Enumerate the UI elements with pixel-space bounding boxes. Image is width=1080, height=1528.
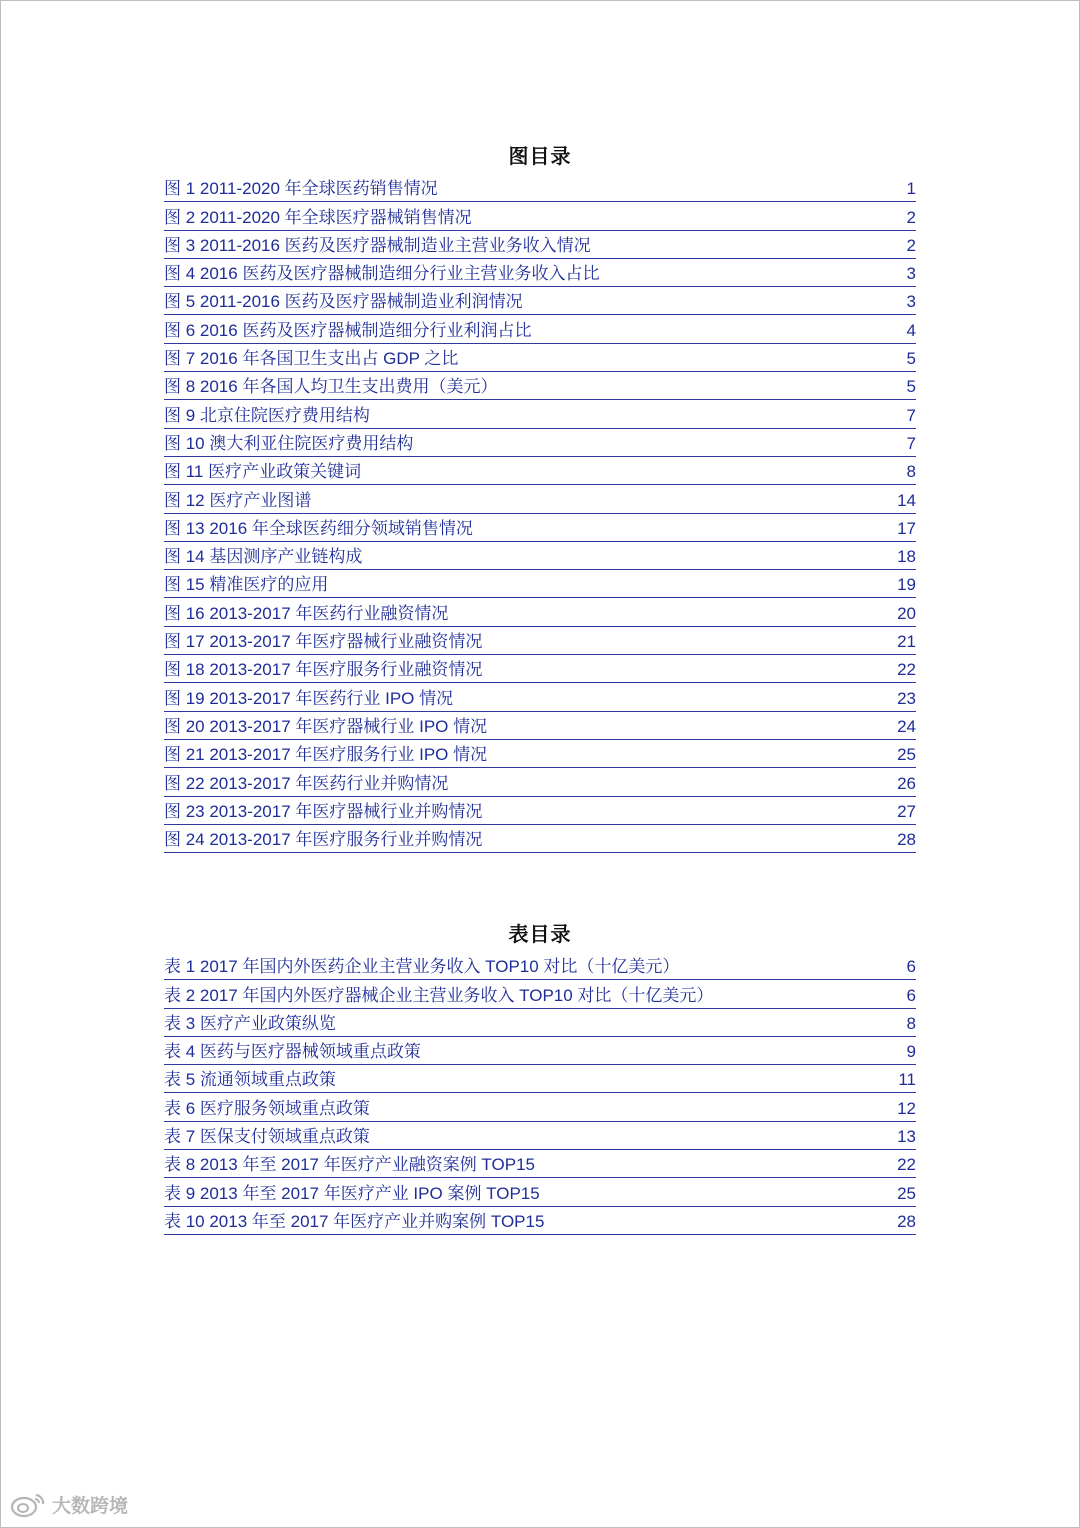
entry-label: 图 1 2011-2020 年全球医药销售情况 bbox=[164, 179, 438, 199]
figure-entry[interactable] bbox=[164, 655, 916, 683]
entry-label: 图 8 2016 年各国人均卫生支出费用（美元） bbox=[164, 377, 498, 397]
entry-label: 图 10 澳大利亚住院医疗费用结构 bbox=[164, 433, 414, 453]
entry-page: 5 bbox=[906, 377, 916, 397]
table-entry[interactable] bbox=[164, 1150, 916, 1178]
table-entry[interactable] bbox=[164, 1207, 916, 1235]
table-list-title: 表目录 bbox=[508, 922, 572, 946]
entry-label: 表 8 2013 年至 2017 年医疗产业融资案例 TOP15 bbox=[164, 1155, 535, 1175]
entry-page: 19 bbox=[897, 575, 916, 595]
entry-label: 图 20 2013-2017 年医疗器械行业 IPO 情况 bbox=[164, 716, 488, 736]
table-entry[interactable] bbox=[164, 980, 916, 1008]
entry-page: 25 bbox=[897, 1183, 916, 1203]
entry-label: 图 24 2013-2017 年医疗服务行业并购情况 bbox=[164, 830, 483, 850]
entry-page: 2 bbox=[906, 235, 916, 255]
entry-label: 图 9 北京住院医疗费用结构 bbox=[164, 405, 370, 425]
entry-label: 图 21 2013-2017 年医疗服务行业 IPO 情况 bbox=[164, 745, 488, 765]
figure-entry[interactable] bbox=[164, 768, 916, 796]
entry-page: 2 bbox=[906, 207, 916, 227]
entry-page: 9 bbox=[906, 1042, 916, 1062]
table-entry[interactable] bbox=[164, 1093, 916, 1121]
entry-page: 14 bbox=[897, 490, 916, 510]
entry-label: 图 23 2013-2017 年医疗器械行业并购情况 bbox=[164, 801, 483, 821]
entry-page: 20 bbox=[897, 603, 916, 623]
watermark-text: 大数跨境 bbox=[52, 1496, 129, 1517]
entry-label: 图 17 2013-2017 年医疗器械行业融资情况 bbox=[164, 632, 483, 652]
watermark bbox=[10, 1491, 128, 1518]
entry-label: 图 15 精准医疗的应用 bbox=[164, 575, 329, 595]
weibo-style-logo-icon bbox=[10, 1492, 46, 1518]
figure-list-title: 图目录 bbox=[508, 144, 572, 168]
entry-page: 22 bbox=[897, 1155, 916, 1175]
figure-entry[interactable] bbox=[164, 287, 916, 315]
figure-entry[interactable] bbox=[164, 174, 916, 202]
entry-page: 6 bbox=[906, 957, 916, 977]
entry-page: 7 bbox=[906, 405, 916, 425]
entry-label: 表 6 医疗服务领域重点政策 bbox=[164, 1098, 370, 1118]
entry-page: 26 bbox=[897, 773, 916, 793]
entry-label: 表 5 流通领域重点政策 bbox=[164, 1070, 336, 1090]
figure-entry[interactable] bbox=[164, 627, 916, 655]
entry-label: 图 2 2011-2020 年全球医疗器械销售情况 bbox=[164, 207, 472, 227]
entry-page: 4 bbox=[906, 320, 916, 340]
figure-entry[interactable] bbox=[164, 457, 916, 485]
entry-label: 图 7 2016 年各国卫生支出占 GDP 之比 bbox=[164, 349, 459, 369]
entry-label: 表 7 医保支付领域重点政策 bbox=[164, 1127, 370, 1147]
figure-entry[interactable] bbox=[164, 485, 916, 513]
entry-label: 图 13 2016 年全球医药细分领域销售情况 bbox=[164, 518, 473, 538]
figure-entry[interactable] bbox=[164, 259, 916, 287]
figure-entry[interactable] bbox=[164, 514, 916, 542]
entry-page: 21 bbox=[897, 632, 916, 652]
entry-page: 5 bbox=[906, 349, 916, 369]
figure-entry[interactable] bbox=[164, 598, 916, 626]
table-entry[interactable] bbox=[164, 952, 916, 980]
entry-page: 17 bbox=[897, 518, 916, 538]
entry-page: 12 bbox=[897, 1098, 916, 1118]
entry-label: 图 11 医疗产业政策关键词 bbox=[164, 462, 362, 482]
figure-entry[interactable] bbox=[164, 712, 916, 740]
figure-entry[interactable] bbox=[164, 202, 916, 230]
figure-entry[interactable] bbox=[164, 797, 916, 825]
figure-entry[interactable] bbox=[164, 315, 916, 343]
entry-label: 表 10 2013 年至 2017 年医疗产业并购案例 TOP15 bbox=[164, 1211, 545, 1231]
figure-list bbox=[164, 174, 916, 853]
figure-entry[interactable] bbox=[164, 372, 916, 400]
entry-page: 3 bbox=[906, 264, 916, 284]
entry-label: 表 3 医疗产业政策纵览 bbox=[164, 1013, 336, 1033]
entry-page: 3 bbox=[906, 292, 916, 312]
figure-entry[interactable] bbox=[164, 825, 916, 853]
entry-label: 图 6 2016 医药及医疗器械制造细分行业利润占比 bbox=[164, 320, 532, 340]
figure-entry[interactable] bbox=[164, 683, 916, 711]
table-list bbox=[164, 952, 916, 1235]
entry-page: 7 bbox=[906, 433, 916, 453]
table-entry[interactable] bbox=[164, 1037, 916, 1065]
entry-page: 27 bbox=[897, 801, 916, 821]
entry-label: 图 14 基因测序产业链构成 bbox=[164, 547, 363, 567]
entry-page: 25 bbox=[897, 745, 916, 765]
entry-label: 表 9 2013 年至 2017 年医疗产业 IPO 案例 TOP15 bbox=[164, 1183, 540, 1203]
entry-label: 图 4 2016 医药及医疗器械制造细分行业主营业务收入占比 bbox=[164, 264, 600, 284]
entry-label: 表 4 医药与医疗器械领域重点政策 bbox=[164, 1042, 421, 1062]
entry-label: 表 2 2017 年国内外医疗器械企业主营业务收入 TOP10 对比（十亿美元） bbox=[164, 985, 714, 1005]
entry-page: 6 bbox=[906, 985, 916, 1005]
table-entry[interactable] bbox=[164, 1065, 916, 1093]
figure-entry[interactable] bbox=[164, 231, 916, 259]
entry-page: 18 bbox=[897, 547, 916, 567]
table-entry[interactable] bbox=[164, 1178, 916, 1206]
entry-label: 图 12 医疗产业图谱 bbox=[164, 490, 312, 510]
entry-page: 24 bbox=[897, 716, 916, 736]
entry-page: 11 bbox=[898, 1070, 916, 1090]
entry-page: 28 bbox=[897, 830, 916, 850]
figure-entry[interactable] bbox=[164, 570, 916, 598]
table-entry[interactable] bbox=[164, 1009, 916, 1037]
entry-page: 13 bbox=[897, 1127, 916, 1147]
figure-entry[interactable] bbox=[164, 542, 916, 570]
figure-entry[interactable] bbox=[164, 740, 916, 768]
table-entry[interactable] bbox=[164, 1122, 916, 1150]
figure-entry[interactable] bbox=[164, 400, 916, 428]
entry-label: 图 19 2013-2017 年医药行业 IPO 情况 bbox=[164, 688, 454, 708]
entry-label: 图 22 2013-2017 年医药行业并购情况 bbox=[164, 773, 449, 793]
entry-page: 23 bbox=[897, 688, 916, 708]
entry-page: 8 bbox=[906, 1013, 916, 1033]
figure-entry[interactable] bbox=[164, 344, 916, 372]
entry-page: 28 bbox=[897, 1211, 916, 1231]
entry-page: 1 bbox=[906, 179, 916, 199]
entry-label: 图 3 2011-2016 医药及医疗器械制造业主营业务收入情况 bbox=[164, 235, 591, 255]
entry-label: 图 18 2013-2017 年医疗服务行业融资情况 bbox=[164, 660, 483, 680]
figure-entry[interactable] bbox=[164, 429, 916, 457]
entry-label: 图 16 2013-2017 年医药行业融资情况 bbox=[164, 603, 449, 623]
entry-label: 图 5 2011-2016 医药及医疗器械制造业利润情况 bbox=[164, 292, 523, 312]
entry-page: 22 bbox=[897, 660, 916, 680]
entry-page: 8 bbox=[906, 462, 916, 482]
entry-label: 表 1 2017 年国内外医药企业主营业务收入 TOP10 对比（十亿美元） bbox=[164, 957, 680, 977]
